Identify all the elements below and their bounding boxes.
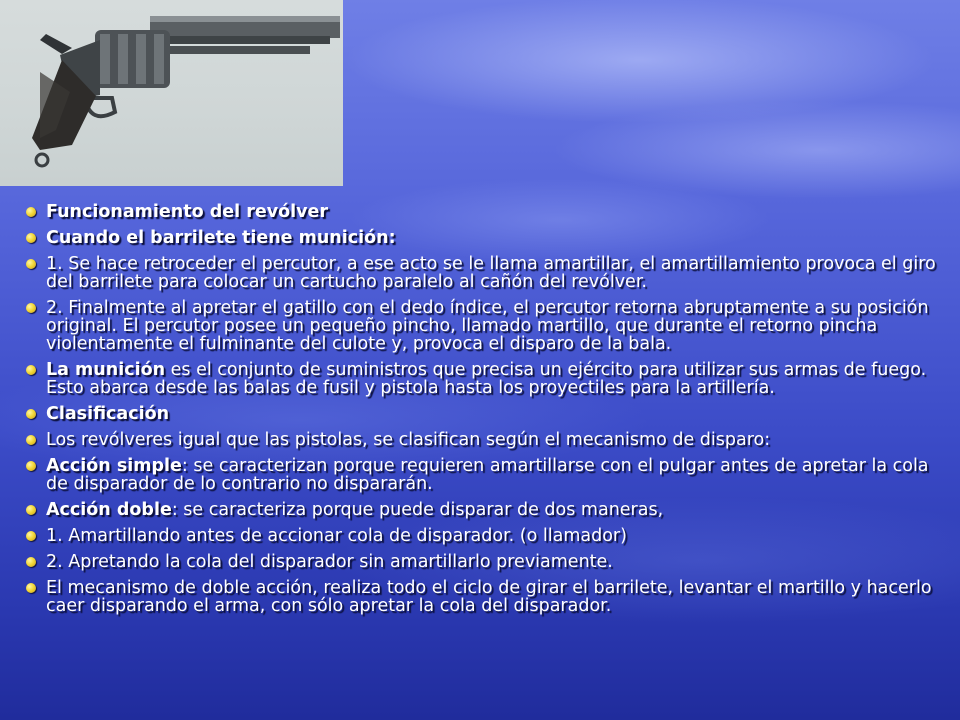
bullet-text: El mecanismo de doble acción, realiza todo el ciclo de girar el barrilete, levantar el martillo y hacerlo caer disparando el arma, con sólo apretar la cola del disparador. [46, 578, 932, 616]
bullet-bold-text: Cuando el barrilete tiene munición: [46, 228, 396, 248]
bullet-text: es el conjunto de suministros que precisa un ejército para utilizar sus armas de fuego. Esto abarca desde las balas de fusil y pistola hasta los proyectiles para la artillería. [46, 360, 927, 398]
bullet-dot-icon [26, 583, 36, 593]
bullet-item [26, 553, 946, 571]
bullet-dot-icon [26, 365, 36, 375]
bullet-dot-icon [26, 303, 36, 313]
bullet-item [26, 405, 946, 423]
bullet-text: 1. Se hace retroceder el percutor, a ese acto se le llama amartillar, el amartillamiento provoca el giro del barrilete para colocar un cartucho paralelo al cañón del revólver. [46, 254, 936, 292]
bullet-item [26, 527, 946, 545]
bullet-item [26, 579, 946, 615]
bullet-text: Los revólveres igual que las pistolas, se clasifican según el mecanismo de disparo: [46, 430, 771, 450]
bullet-item [26, 361, 946, 397]
bullet-text: 2. Apretando la cola del disparador sin amartillarlo previamente. [46, 552, 613, 572]
bullet-text: : se caracteriza porque puede disparar de dos maneras, [171, 500, 664, 520]
bullet-text: 2. Finalmente al apretar el gatillo con el dedo índice, el percutor retorna abruptamente a su posición original. El percutor posee un pequeño pincho, llamado martillo, que durante el retorno pincha violentamente el fulminante del culote y, provoca el disparo de la bala. [46, 298, 929, 354]
bullet-dot-icon [26, 461, 36, 471]
revolver-photo [0, 0, 343, 186]
bullet-list [26, 203, 946, 623]
bullet-dot-icon [26, 557, 36, 567]
bullet-item [26, 457, 946, 493]
bullet-bold-text: Clasificación [46, 404, 170, 424]
bullet-bold-text: Acción doble [46, 500, 172, 520]
bullet-text: : se caracterizan porque requieren amartillarse con el pulgar antes de apretar la cola de disparador de lo contrario no dispararán. [46, 456, 929, 494]
bullet-text: 1. Amartillando antes de accionar cola de disparador. (o llamador) [46, 526, 627, 546]
bullet-dot-icon [26, 259, 36, 269]
bullet-dot-icon [26, 233, 36, 243]
bullet-dot-icon [26, 531, 36, 541]
revolver-icon [0, 0, 343, 186]
bullet-bold-text: Funcionamiento del revólver [46, 202, 329, 222]
bullet-item [26, 299, 946, 353]
bullet-dot-icon [26, 435, 36, 445]
bullet-item [26, 203, 946, 221]
bullet-item [26, 255, 946, 291]
bullet-item [26, 431, 946, 449]
bullet-dot-icon [26, 505, 36, 515]
bullet-dot-icon [26, 207, 36, 217]
bullet-bold-text: Acción simple [46, 456, 182, 476]
bullet-bold-text: La munición [46, 360, 166, 380]
bullet-dot-icon [26, 409, 36, 419]
bullet-item [26, 501, 946, 519]
bullet-item [26, 229, 946, 247]
